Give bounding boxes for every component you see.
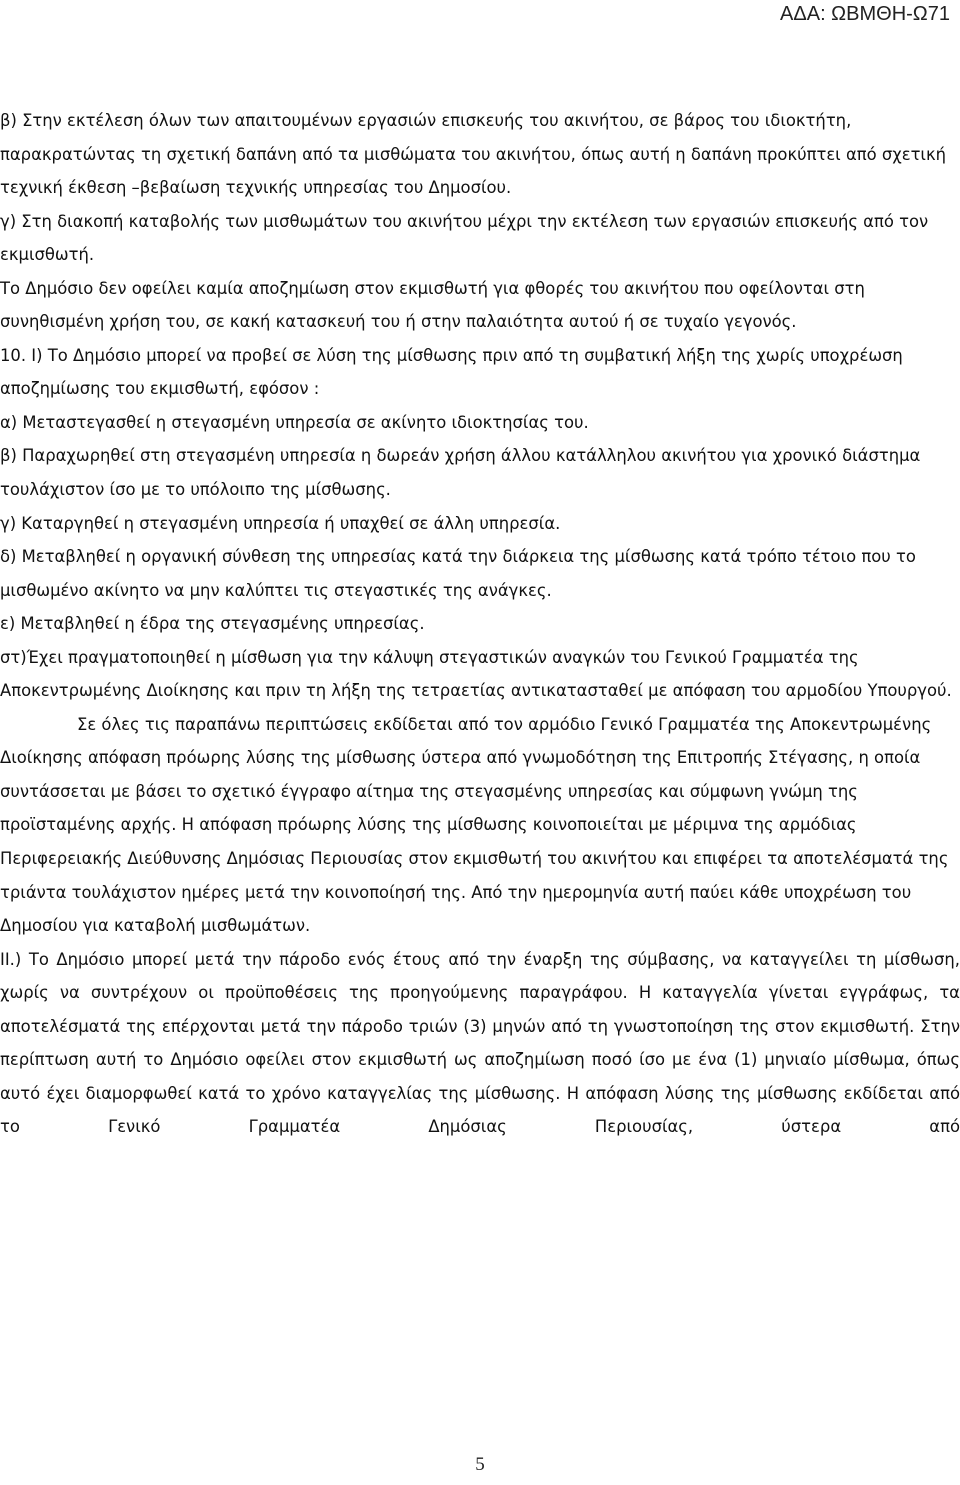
document-body: [0, 104, 960, 1144]
paragraph-10-termination: 10. Ι) Το Δημόσιο μπορεί να προβεί σε λύση της μίσθωσης πριν από τη συμβατική λήξη της χωρίς υποχρέωση αποζημίωσης του εκμισθωτή, εφόσον :: [0, 345, 903, 399]
page-number: 5: [475, 1454, 485, 1475]
paragraph-a-relocation: α) Μεταστεγασθεί η στεγασμένη υπηρεσία σε ακίνητο ιδιοκτησίας του.: [0, 412, 589, 432]
paragraph-II-denunciation: ΙΙ.) Το Δημόσιο μπορεί μετά την πάροδο ενός έτους από την έναρξη της σύμβασης, να καταγγείλει τη μίσθωση, χωρίς να συντρέχουν οι προϋποθέσεις της προηγούμενης παραγράφου. Η καταγγελία γίνεται εγγράφως, τα αποτελέσματά της επέρχονται μετά την πάροδο τριών (3) μηνών από τη γνωστοποίηση της στον εκμισθωτή. Στην περίπτωση αυτή το Δημόσιο οφείλει στον εκμισθωτή ως αποζημίωση ποσό ίσο με ένα (1) μηνιαίο μίσθωμα, όπως αυτό έχει διαμορφωθεί κατά το χρόνο καταγγελίας της μίσθωσης. Η απόφαση λύσης της μίσθωσης εκδίδεται από το Γενικό Γραμματέα Δημόσιας Περιουσίας, ύστερα από: [0, 949, 960, 1137]
paragraph-b-repairs: β) Στην εκτέλεση όλων των απαιτουμένων εργασιών επισκευής του ακινήτου, σε βάρος του ιδιοκτήτη, παρακρατώντας τη σχετική δαπάνη από τα μισθώματα του ακινήτου, όπως αυτή η δαπάνη προκύπτει από σχετική τεχνική έκθεση –βεβαίωση τεχνικής υπηρεσίας του Δημοσίου.: [0, 111, 947, 198]
paragraph-d-composition: δ) Μεταβληθεί η οργανική σύνθεση της υπηρεσίας κατά την διάρκεια της μίσθωσης κατά τρόπο τέτοιο που το μισθωμένο ακίνητο να μην καλύπτει τις στεγαστικές της ανάγκες.: [0, 547, 916, 600]
ada-code: ΑΔΑ: ΩΒΜΘΗ-Ω71: [780, 3, 950, 25]
paragraph-g-abolition: γ) Καταργηθεί η στεγασμένη υπηρεσία ή υπαχθεί σε άλλη υπηρεσία.: [0, 513, 561, 533]
paragraph-g-suspension: γ) Στη διακοπή καταβολής των μισθωμάτων του ακινήτου μέχρι την εκτέλεση των εργασιών επισκευής από τον εκμισθωτή.: [0, 211, 929, 265]
paragraph-b-free-use: β) Παραχωρηθεί στη στεγασμένη υπηρεσία η δωρεάν χρήση άλλου κατάλληλου ακινήτου για χρονικό διάστημα τουλάχιστον ίσο με το υπόλοιπο της μίσθωσης.: [0, 446, 921, 500]
paragraph-all-cases: Σε όλες τις παραπάνω περιπτώσεις εκδίδεται από τον αρμόδιο Γενικό Γραμματέα της Αποκεντρωμένης Διοίκησης απόφαση πρόωρης λύσης της μίσθωσης ύστερα από γνωμοδότηση της Επιτροπής Στέγασης, η οποία συντάσσεται με βάσει το σχετικό έγγραφο αίτημα της στεγασμένης υπηρεσίας και σύμφωνη γνώμη της προϊσταμένης αρχής. Η απόφαση πρόωρης λύσης της μίσθωσης κοινοποιείται με μέριμνα της αρμόδιας Περιφερειακής Διεύθυνσης Δημόσιας Περιουσίας στον εκμισθωτή του ακινήτου και επιφέρει τα αποτελέσματά της τριάντα τουλάχιστον ημέρες μετά την κοινοποίησή της. Από την ημερομηνία αυτή παύει κάθε υποχρέωση του Δημοσίου για καταβολή μισθωμάτων.: [0, 714, 949, 936]
paragraph-st-secretary: στ)Έχει πραγματοποιηθεί η μίσθωση για την κάλυψη στεγαστικών αναγκών του Γενικού Γραμματέα της Αποκεντρωμένης Διοίκησης και πριν τη λήξη της τετραετίας αντικατασταθεί με απόφαση του αρμοδίου Υπουργού.: [0, 647, 952, 701]
paragraph-no-compensation: Το Δημόσιο δεν οφείλει καμία αποζημίωση στον εκμισθωτή για φθορές του ακινήτου που οφείλονται στη συνηθισμένη χρήση του, σε κακή κατασκευή του ή στην παλαιότητα αυτού ή σε τυχαίο γεγονός.: [0, 278, 865, 332]
paragraph-e-seat-change: ε) Μεταβληθεί η έδρα της στεγασμένης υπηρεσίας.: [0, 614, 425, 634]
